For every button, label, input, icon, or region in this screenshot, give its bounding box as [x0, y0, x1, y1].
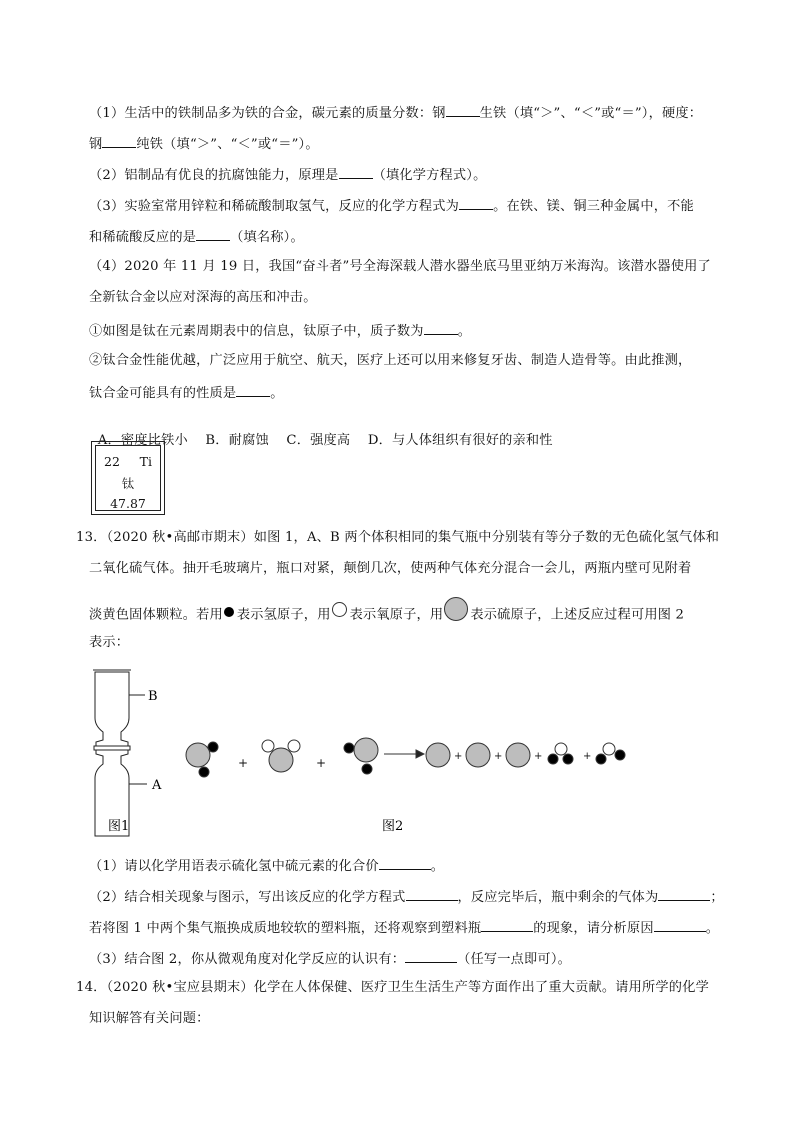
- answer-blank[interactable]: [424, 321, 458, 335]
- q13-figures: [0, 660, 794, 840]
- q13-sub2-line1: （2）结合相关现象与图示，写出该反应的化学方程式 ，反应完毕后，瓶中剩余的气体为 ；: [89, 887, 724, 907]
- q14-line2: 知识解答有关问题：: [89, 1011, 210, 1026]
- titanium-element-card: [91, 441, 165, 515]
- svg-text:+: +: [583, 751, 592, 762]
- svg-text:+: +: [454, 751, 463, 762]
- q12-part1-line2: 钢 纯铁（填“＞”、“＜”或“＝”）。: [89, 134, 319, 154]
- figure-1-caption: 图1: [108, 819, 130, 834]
- q12-part3-line1: （3）实验室常用锌粒和稀硫酸制取氢气，反应的化学方程式为 。在铁、镁、铜三种金属中，不能: [89, 196, 694, 216]
- reaction-arrow-head: [416, 750, 424, 758]
- atomic-number: 22: [104, 454, 120, 469]
- element-name: 钛: [121, 476, 135, 491]
- q13-line4: 表示：: [89, 635, 130, 650]
- answer-blank[interactable]: [236, 383, 270, 397]
- sulfur-atom: [426, 743, 450, 767]
- plus-sign: +: [238, 756, 249, 770]
- answer-blank[interactable]: [459, 196, 493, 210]
- answer-blank[interactable]: [379, 856, 431, 870]
- water-molecule: [596, 743, 625, 764]
- water-molecule: [548, 743, 573, 764]
- answer-blank[interactable]: [339, 165, 373, 179]
- answer-blank[interactable]: [102, 134, 136, 148]
- q12-part2: （2）铝制品有优良的抗腐蚀能力，原理是 （填化学方程式）。: [89, 165, 486, 185]
- answer-blank[interactable]: [196, 227, 230, 241]
- bottle-b: [95, 672, 129, 746]
- q13-line2: 二氧化硫气体。抽开毛玻璃片，瓶口对紧，颠倒几次，使两种气体充分混合一会儿，两瓶内壁可见附着: [89, 561, 692, 576]
- answer-blank[interactable]: [405, 949, 457, 963]
- answer-blank[interactable]: [446, 103, 480, 117]
- plus-sign: +: [316, 756, 327, 770]
- h2s-molecule: [344, 738, 378, 774]
- q13-line3: 淡黄色固体颗粒。若用 表示氢原子，用 表示氧原子，用 表示硫原子，上述反应过程可用图 2: [89, 603, 684, 627]
- element-symbol: Ti: [139, 454, 152, 469]
- q12-part3-line2: 和稀硫酸反应的是 （填名称）。: [89, 227, 304, 247]
- q13-line1: 13．（2020 秋•高邮市期末）如图 1，A、B 两个体积相同的集气瓶中分别装有等分子数的无色硫化氢气体和: [76, 530, 720, 545]
- label-b: B: [148, 689, 158, 704]
- q12-part1-line1: （1）生活中的铁制品多为铁的合金，碳元素的质量分数：钢 生铁（填“＞”、“＜”或“＝”），硬度：: [89, 103, 702, 123]
- q12-part4-sub2-line2: 钛合金可能具有的性质是 。: [89, 383, 284, 403]
- sulfur-atom-icon: [444, 597, 468, 621]
- sulfur-atom: [466, 743, 490, 767]
- reaction-diagram: [186, 738, 625, 777]
- glass-plate: [94, 746, 130, 750]
- q12-part4-sub1: ①如图是钛在元素周期表中的信息，钛原子中，质子数为 。: [89, 321, 471, 341]
- gas-bottles-figure: [93, 670, 147, 836]
- answer-blank[interactable]: [406, 887, 458, 901]
- label-a: A: [152, 778, 162, 793]
- answer-blank[interactable]: [654, 918, 706, 932]
- q13-sub3: （3）结合图 2，你从微观角度对化学反应的认识有： （任写一点即可）。: [89, 949, 571, 969]
- q13-sub1: （1）请以化学用语表示硫化氢中硫元素的化合价 。: [89, 856, 444, 876]
- answer-blank[interactable]: [658, 887, 710, 901]
- q12-part4-line1: （4）2020 年 11 月 19 日，我国“奋斗者”号全海深载人潜水器坐底马里亚纳万米海沟。该潜水器使用了: [89, 259, 711, 274]
- svg-text:+: +: [534, 751, 543, 762]
- q14-line1: 14．（2020 秋•宝应县期末）化学在人体保健、医疗卫生生活生产等方面作出了重大贡献。请用所学的化学: [76, 980, 709, 995]
- oxygen-atom-icon: [332, 602, 347, 617]
- q13-sub2-line2: 若将图 1 中两个集气瓶换成质地较软的塑料瓶，还将观察到塑料瓶 的现象，请分析原因 。: [89, 918, 719, 938]
- figure-2-caption: 图2: [382, 819, 404, 834]
- sulfur-atom: [506, 743, 530, 767]
- svg-text:+: +: [494, 751, 503, 762]
- q12-options: A．密度比铁小 B．耐腐蚀 C．强度高 D．与人体组织有很好的亲和性: [97, 433, 553, 448]
- q12-part4-sub2-line1: ②钛合金性能优越，广泛应用于航空、航天，医疗上还可以用来修复牙齿、制造人造骨等。由此推测，: [89, 353, 692, 368]
- h2s-molecule: [186, 742, 218, 777]
- answer-blank[interactable]: [481, 918, 533, 932]
- q12-part4-line2: 全新钛合金以应对深海的高压和冲击。: [89, 290, 317, 305]
- hydrogen-atom-icon: [224, 607, 234, 617]
- atomic-mass: 47.87: [110, 496, 146, 511]
- so2-molecule: [262, 740, 300, 772]
